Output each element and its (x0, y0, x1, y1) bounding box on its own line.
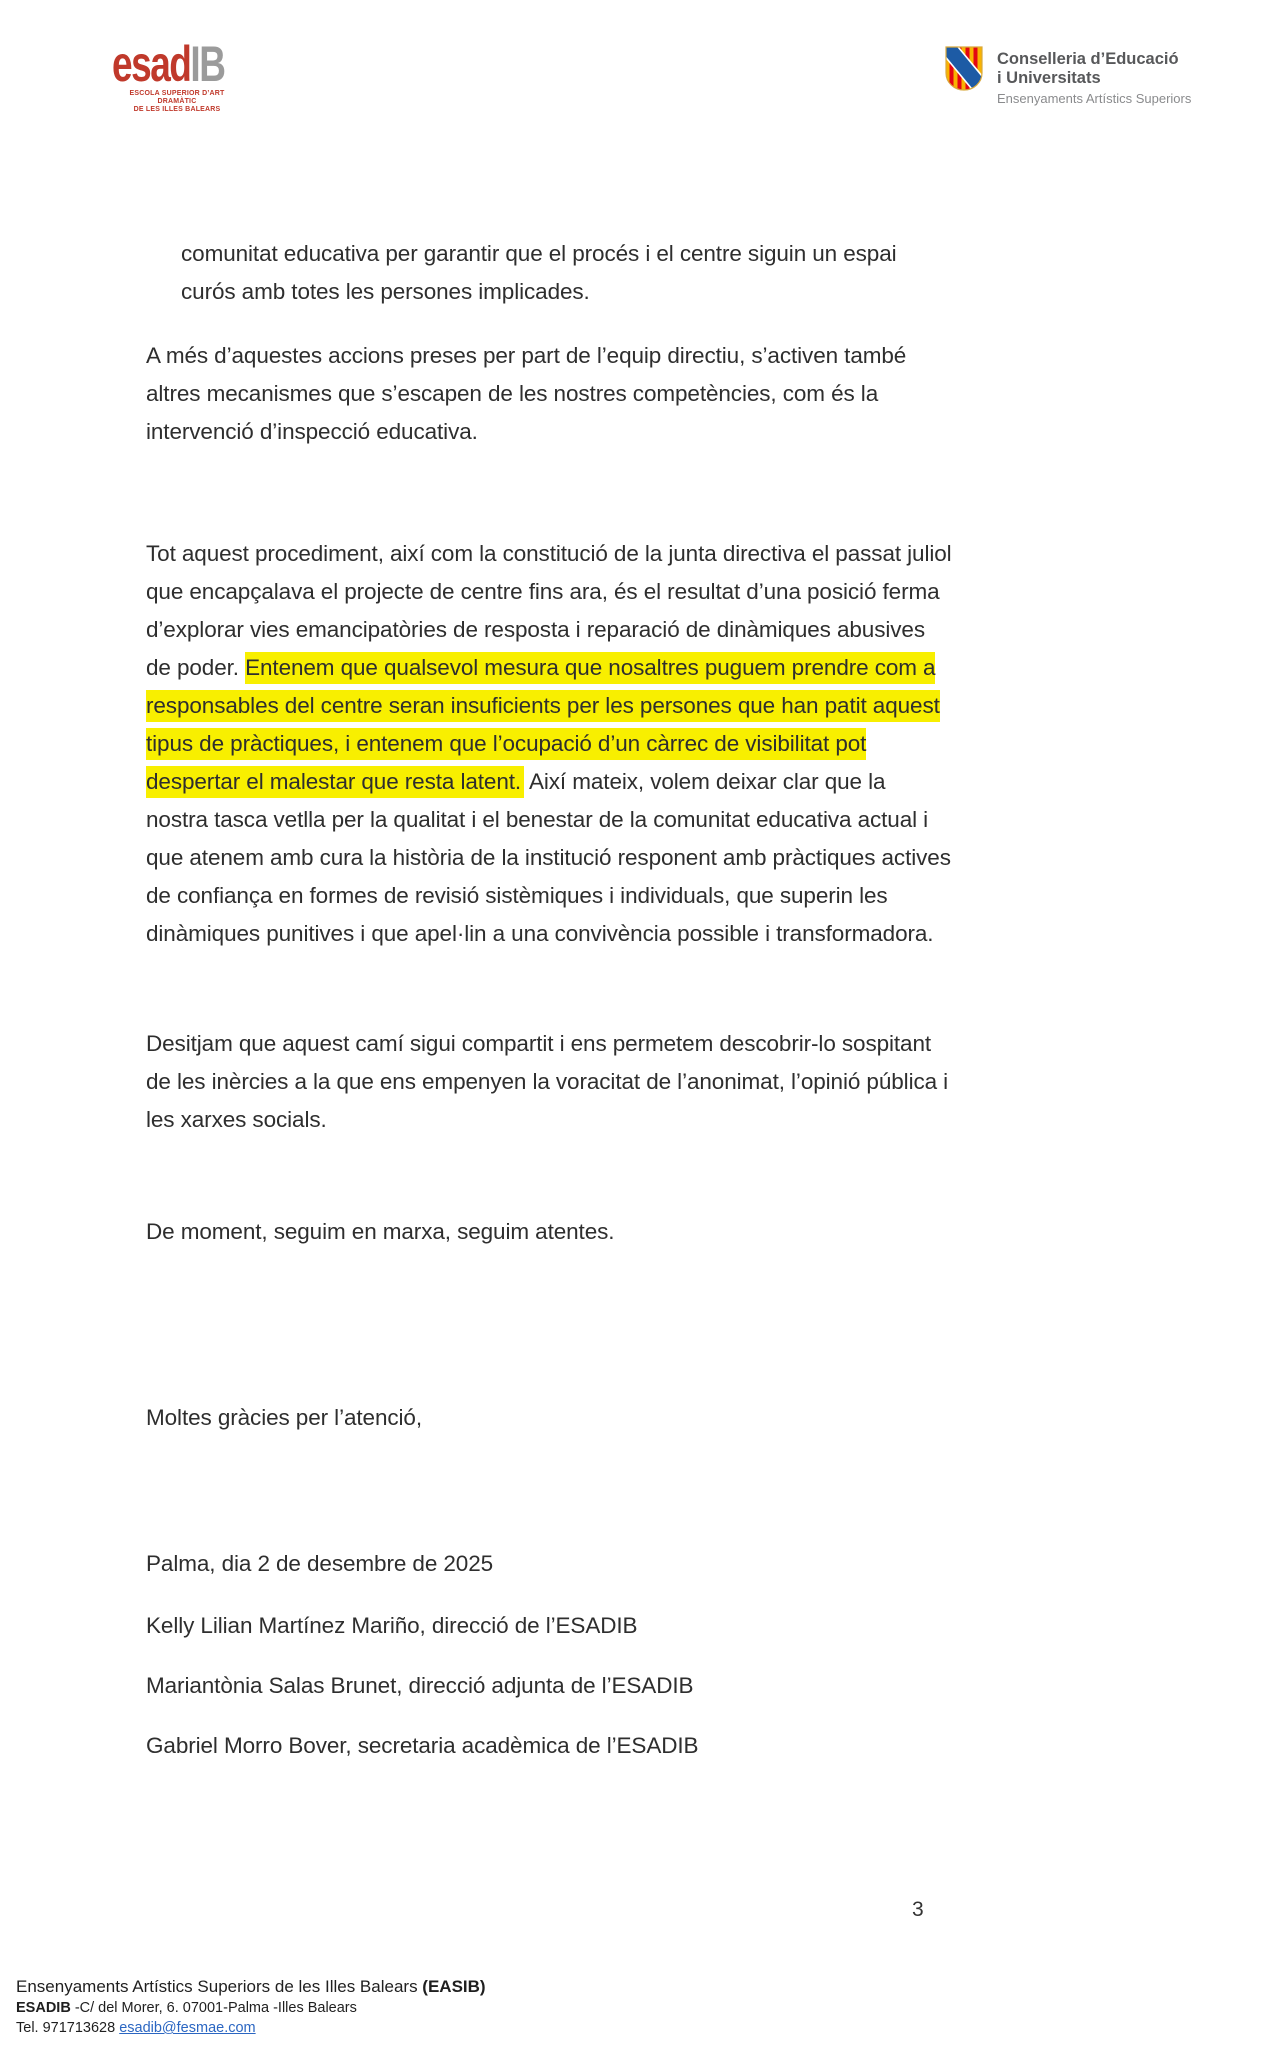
footer-phone-text: Tel. 971713628 (16, 2020, 120, 2036)
page-number: 3 (912, 1898, 924, 1921)
conselleria-text (997, 46, 1191, 107)
footer-address-line (16, 1998, 486, 2018)
page-footer (16, 1976, 486, 2038)
conselleria-line3: Ensenyaments Artístics Superiors (997, 91, 1192, 106)
signature-academic-secretary: Gabriel Morro Bover, secretaria acadèmica de l’ESADIB (146, 1732, 699, 1758)
esadib-caption (112, 90, 242, 114)
signature-director: Kelly Lilian Martínez Mariño, direcció de l’ESADIB (146, 1612, 638, 1638)
esadib-wordmark (112, 36, 225, 92)
conselleria-line2: i Universitats (997, 69, 1101, 87)
email-link[interactable]: esadib@fesmae.com (119, 2020, 256, 2036)
body-paragraph-4: Desitjam que aquest camí sigui compartit i ens permetem descobrir-lo sospitant de les inèrcies a la que ens empenyen la voracitat de l’anonimat, l’opinió pública i les xarxes socials. (146, 1030, 949, 1132)
body-paragraph-1: comunitat educativa per garantir que el procés i el centre siguin un espai curós amb totes les persones implicades. (181, 240, 897, 304)
body-paragraph-5: De moment, seguim en marxa, seguim atentes. (146, 1218, 615, 1244)
highlighted-passage: Entenem que qualsevol mesura que nosaltres puguem prendre com a responsables del centre seran insuficients per les persones que han patit aquest tipus de pràctiques, i entenem que l’ocupació d’un càrrec de visibilitat pot despertar el malestar que resta latent. (146, 652, 940, 798)
footer-organization-acronym: (EASIB) (422, 1977, 486, 1996)
footer-organization-line (16, 1976, 486, 1998)
closing-thanks-line: Moltes gràcies per l’atenció, (146, 1404, 422, 1430)
conselleria-logo (945, 46, 1191, 107)
paragraph-3-before-highlight: Tot aquest procediment, així com la constitució de la junta directiva el passat juliol que encapçalava el projecte de centre fins ara, és el resultat d’una posició ferma d’explorar vies emancipatòries de resposta i reparació de dinàmiques abusives de poder. (146, 540, 952, 680)
esadib-logo (112, 36, 242, 114)
footer-address-text: -C/ del Morer, 6. 07001-Palma -Illes Balears (70, 2000, 357, 2016)
esadib-wordmark-ib: IB (190, 36, 225, 92)
body-paragraph-3 (146, 535, 952, 953)
esadib-wordmark-esad: esad (112, 36, 191, 92)
balearic-coat-of-arms-icon (945, 46, 983, 96)
signature-deputy-director: Mariantònia Salas Brunet, direcció adjunta de l’ESADIB (146, 1672, 694, 1698)
esadib-caption-line1: ESCOLA SUPERIOR D’ART DRAMÀTIC (129, 90, 225, 105)
paragraph-3-after-highlight: Així mateix, volem deixar clar que la nostra tasca vetlla per la qualitat i el benestar de la comunitat educativa actual i que atenem amb cura la història de la institució responent amb pràctiques actives de confiança en formes de revisió sistèmiques i individuals, que superin les dinàmiques punitives i que apel·lin a una convivència possible i transformadora. (146, 768, 951, 946)
conselleria-line1: Conselleria d’Educació (997, 50, 1179, 68)
esadib-caption-line2: DE LES ILLES BALEARS (133, 106, 221, 113)
footer-esadib-label: ESADIB (16, 2000, 71, 2016)
footer-contact-line (16, 2018, 486, 2038)
date-line: Palma, dia 2 de desembre de 2025 (146, 1550, 494, 1576)
footer-organization-text: Ensenyaments Artístics Superiors de les Illes Balears (16, 1977, 423, 1996)
body-paragraph-2: A més d’aquestes accions preses per part de l’equip directiu, s’activen també altres mecanismes que s’escapen de les nostres competències, com és la intervenció d’inspecció educativa. (146, 342, 907, 444)
